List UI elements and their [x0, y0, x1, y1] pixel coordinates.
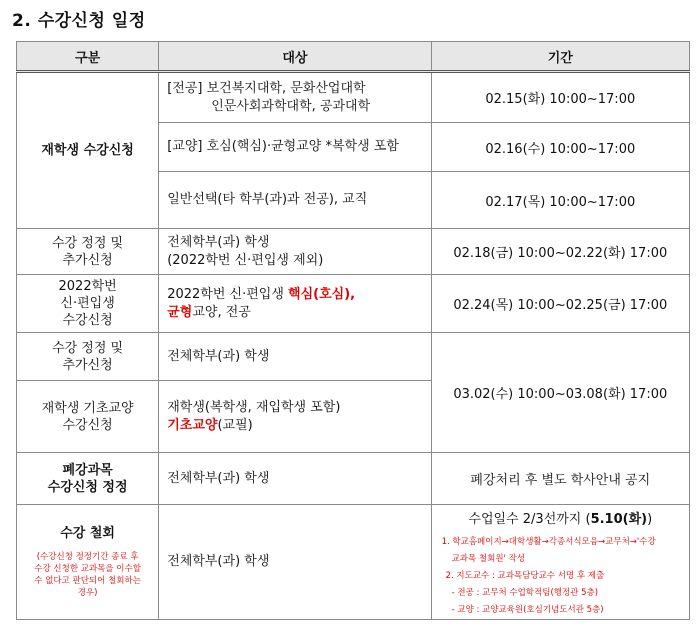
period-deadline: 5.10(화) — [590, 511, 648, 527]
table-row — [17, 275, 690, 333]
withdrawal-period — [432, 508, 689, 527]
table-row — [17, 72, 690, 123]
withdrawal-steps — [432, 534, 689, 619]
step-line: 2. 지도교수 : 교과목담당교수 서명 후 제출 — [445, 570, 605, 581]
target-line: [전공] 보건복지대학, 문화산업대학 — [167, 80, 366, 96]
header-target: 대상 — [159, 42, 431, 72]
period-text: 수업일수 2/3선까지 ( — [468, 511, 591, 527]
target-cell: [교양] 호심(핵심)·균형교양 *복학생 포함 — [159, 123, 431, 172]
period-cell: 02.17(목) 10:00~17:00 — [431, 172, 689, 229]
table-row — [17, 333, 690, 381]
period-cell: 03.02(수) 10:00~03.08(화) 17:00 — [431, 333, 689, 453]
period-cell: 폐강처리 후 별도 학사안내 공지 — [431, 453, 689, 505]
category-cell — [17, 333, 159, 381]
category-line: 재학생 기초교양 — [41, 400, 134, 416]
withdrawal-note — [17, 548, 158, 599]
highlight-text: 균형 — [167, 304, 193, 320]
category-line: 폐강과목 — [62, 462, 113, 478]
header-category: 구분 — [17, 42, 159, 72]
target-cell: 일반선택(타 학부(과)과 전공), 교직 — [159, 172, 431, 229]
target-cell — [159, 72, 431, 123]
highlight-text: 기초교양 — [167, 417, 218, 433]
period-cell: 02.15(화) 10:00~17:00 — [431, 72, 689, 123]
note-line: 경우) — [77, 588, 98, 598]
target-cell: 전체학부(과) 학생 — [159, 505, 431, 620]
step-line: - 전공 : 교무처 수업학적팀(행정관 5층) — [451, 587, 599, 598]
note-line: 수 없다고 판단되어 철회하는 — [34, 576, 141, 586]
target-cell: 전체학부(과) 학생 — [159, 333, 431, 381]
step-line: - 교양 : 교양교육원(호심기념도서관 5층) — [451, 604, 604, 615]
target-cell — [159, 275, 431, 333]
target-text: (교필) — [217, 417, 253, 433]
target-text: 교양, 전공 — [192, 304, 251, 320]
target-cell — [159, 229, 431, 275]
category-label: 수강 철회 — [60, 526, 115, 541]
table-row — [17, 505, 690, 620]
category-line: 수강신청 — [62, 417, 113, 433]
target-cell: 전체학부(과) 학생 — [159, 453, 431, 505]
category-line: 수강 정정 및 — [52, 235, 124, 251]
category-cell — [17, 275, 159, 333]
category-cell — [17, 505, 159, 620]
category-cell — [17, 381, 159, 453]
category-line: 수강 정정 및 — [52, 340, 124, 356]
schedule-table — [16, 41, 690, 620]
note-line: 수강 신청한 교과목을 이수할 — [34, 564, 141, 574]
category-line: 추가신청 — [62, 357, 113, 373]
header-period: 기간 — [431, 42, 689, 72]
step-line: 교과목 철회원' 작성 — [451, 553, 526, 564]
period-cell: 02.24(목) 10:00~02.25(금) 17:00 — [431, 275, 689, 333]
target-text: 2022학번 신·편입생 — [167, 286, 289, 302]
table-row — [17, 453, 690, 505]
category-label: 재학생 수강신청 — [41, 143, 134, 158]
period-cell: 02.16(수) 10:00~17:00 — [431, 123, 689, 172]
table-row — [17, 229, 690, 275]
category-line: 수강신청 — [62, 313, 113, 328]
step-line: 1. 학교홈페이지→대학생활→각종서식모음→교무처→'수강 — [441, 536, 656, 547]
category-line: 2022학번 — [58, 279, 117, 294]
period-cell — [431, 505, 689, 620]
target-line: 인문사회과학대학, 공과대학 — [211, 98, 371, 114]
period-text: ) — [647, 511, 653, 527]
table-header-row — [17, 42, 690, 72]
category-line: 추가신청 — [62, 252, 113, 268]
target-line: (2022학번 신·편입생 제외) — [167, 252, 324, 268]
section-heading: 2. 수강신청 일정 — [12, 11, 146, 31]
period-cell: 02.18(금) 10:00~02.22(화) 17:00 — [431, 229, 689, 275]
target-line: 전체학부(과) 학생 — [167, 234, 270, 250]
category-cell — [17, 453, 159, 505]
category-line: 신·편입생 — [60, 296, 115, 311]
target-cell — [159, 381, 431, 453]
target-line: 재학생(복학생, 재입학생 포함) — [167, 399, 341, 415]
note-line: (수강신청 정정기간 종료 후 — [36, 552, 139, 562]
category-line: 수강신청 정정 — [47, 479, 128, 495]
category-cell — [17, 72, 159, 229]
category-cell — [17, 229, 159, 275]
highlight-text: 핵심(호심), — [288, 286, 356, 302]
